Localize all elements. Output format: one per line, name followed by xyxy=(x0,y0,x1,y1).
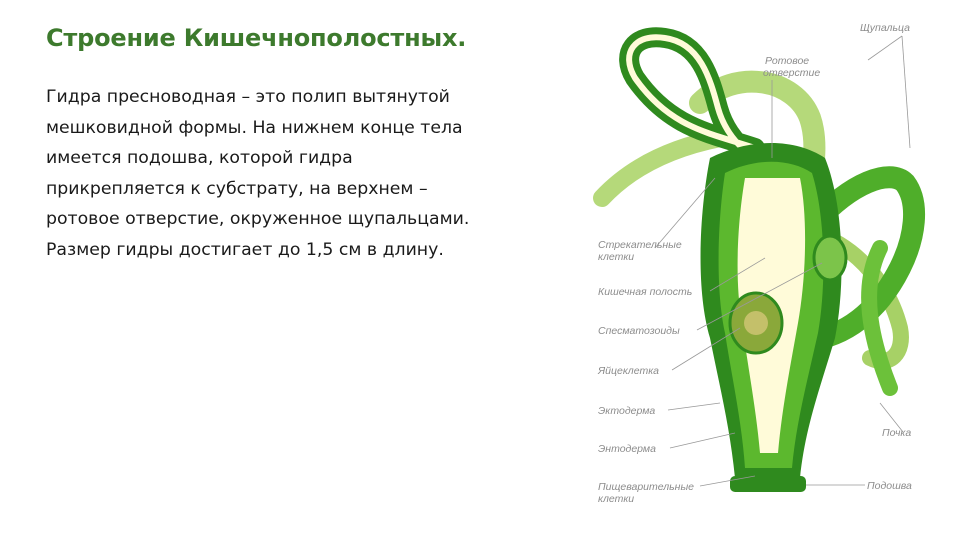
leader-ectoderm xyxy=(668,403,720,410)
label-ectoderm: Эктодерма xyxy=(598,405,656,417)
body-line: имеется подошва, которой гидра xyxy=(46,148,353,169)
label-digestive-2: клетки xyxy=(598,493,635,505)
label-bud: Почка xyxy=(882,427,912,439)
body-line: Гидра пресноводная – это полип вытянутой xyxy=(46,87,450,107)
hydra-illustration xyxy=(560,8,960,513)
body-line: прикрепляется к субстрату, на верхнем – xyxy=(46,178,428,199)
label-endoderm: Энтодерма xyxy=(598,443,656,455)
label-egg: Яйцеклетка xyxy=(598,365,659,377)
leader-tentacles xyxy=(868,36,902,60)
leader-tentacles-2 xyxy=(902,36,910,148)
label-sperm: Спесматозоиды xyxy=(598,325,680,337)
label-tentacles: Щупальца xyxy=(860,22,910,34)
label-gut-cavity: Кишечная полость xyxy=(598,286,693,298)
tentacle-left-pale xyxy=(602,138,720,198)
testis xyxy=(814,236,846,280)
hydra-diagram xyxy=(560,8,960,513)
label-stinging-1: Стрекательные xyxy=(598,239,682,251)
label-foot: Подошва xyxy=(867,480,912,492)
body-line: ротовое отверстие, окруженное щупальцами. xyxy=(46,209,470,230)
label-digestive-1: Пищеварительные xyxy=(598,481,695,493)
label-mouth-2: отверстие xyxy=(763,67,821,79)
egg-nucleus xyxy=(744,311,768,335)
body-line: мешковидной формы. На нижнем конце тела xyxy=(46,117,463,138)
label-mouth-1: Ротовое xyxy=(765,55,810,67)
body-line: Размер гидры достигает до 1,5 см в длину. xyxy=(46,239,444,260)
slide-body-text xyxy=(46,82,516,266)
label-stinging-2: клетки xyxy=(598,251,635,263)
leader-endoderm xyxy=(670,433,735,448)
slide-title: Строение Кишечнополостных. xyxy=(46,24,467,52)
